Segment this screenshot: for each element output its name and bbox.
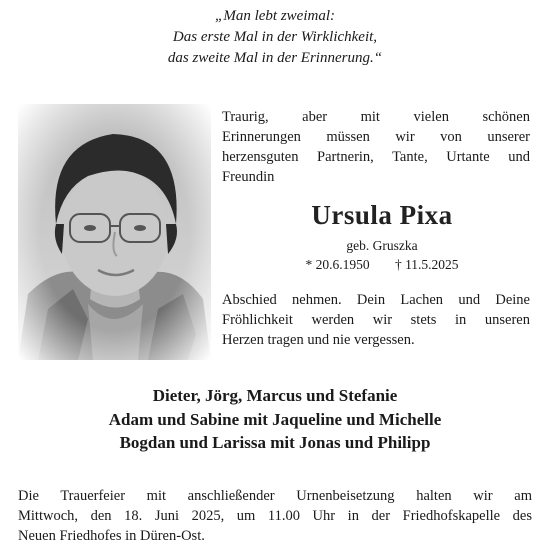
life-dates [222,257,542,273]
family-signatures [0,384,550,455]
intro-text [222,107,530,187]
farewell-line: Abschied nehmen. Dein Lachen und Deine [222,292,530,308]
death-date: † 11.5.2025 [394,257,459,272]
family-line: Dieter, Jörg, Marcus und Stefanie [152,386,398,405]
funeral-notice [18,486,532,546]
quote-line: Das erste Mal in der Wirklichkeit, [172,29,378,45]
family-line: Adam und Sabine mit Jaqueline und Michelle [108,409,442,429]
intro-line: Erinnerungen müssen wir von unserer [222,129,530,145]
quote-line: „Man lebt zweimal: [215,8,335,24]
intro-line: herzensguten Partnerin, Tante, Urtante und [222,149,530,165]
birth-date: * 20.6.1950 [305,257,370,272]
funeral-line: Neuen Friedhofes in Düren-Ost. [18,528,205,544]
farewell-text [222,290,530,350]
deceased-name: Ursula Pixa [311,200,453,230]
portrait-photo [18,104,211,360]
intro-line: Traurig, aber mit vielen schönen [222,109,530,125]
maiden-name: geb. Gruszka [346,238,418,253]
farewell-line: Herzen tragen und nie vergessen. [222,332,415,348]
funeral-line: Mittwoch, den 18. Juni 2025, um 11.00 Uhr in der Friedhofskapelle des [18,508,532,524]
quote-line: das zweite Mal in der Erinnerung.“ [167,50,383,66]
intro-line: Freundin [222,169,275,185]
funeral-line: Die Trauerfeier mit anschließender Urnenbeisetzung halten wir am [18,488,532,504]
family-line: Bogdan und Larissa mit Jonas und Philipp [119,433,431,452]
farewell-line: Fröhlichkeit werden wir stets in unseren [222,312,530,328]
memorial-quote [0,6,550,69]
